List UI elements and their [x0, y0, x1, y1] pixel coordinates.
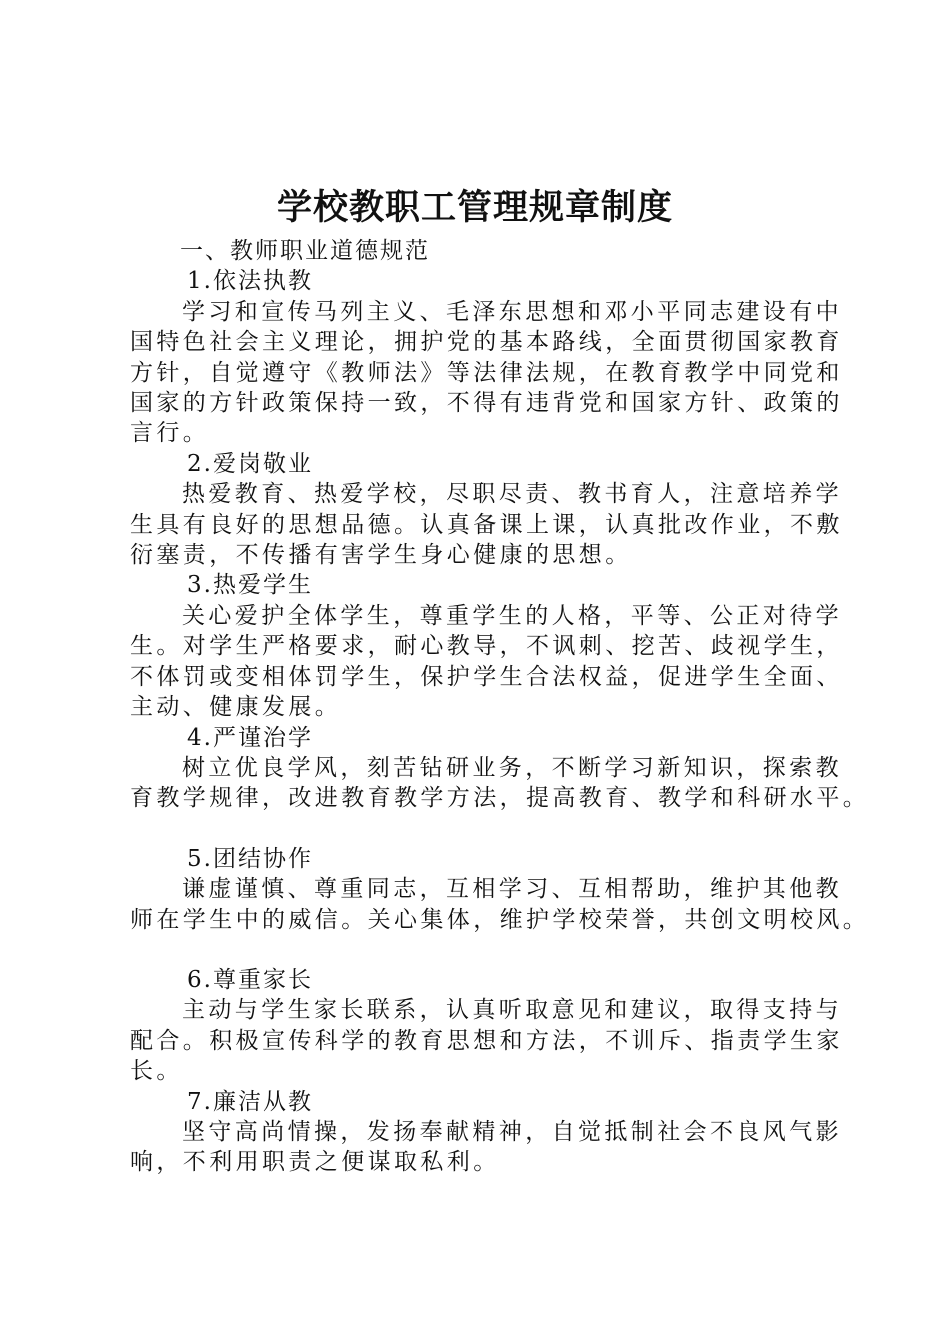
- item-paragraph-1: [130, 297, 843, 449]
- item-heading-3: 3.热爱学生: [187, 572, 313, 599]
- paragraph-line: 师在学生中的威信。关心集体，维护学校荣誉，共创文明校风。: [130, 906, 870, 933]
- blank-line: [130, 935, 835, 965]
- paragraph-line: 主动与学生家长联系，认真听取意见和建议，取得支持与: [182, 997, 842, 1024]
- paragraph-line: 衍塞责，不传播有害学生身心健康的思想。: [130, 542, 632, 569]
- item-heading-4: 4.严谨治学: [187, 724, 313, 751]
- document-title: 学校教职工管理规章制度: [276, 188, 673, 228]
- item-paragraph-2: [130, 479, 843, 570]
- item-heading-2: 2.爱岗敬业: [187, 450, 313, 477]
- item-paragraph-7: [130, 1117, 842, 1178]
- paragraph-line: 主动、健康发展。: [130, 694, 342, 721]
- paragraph-line: 生。对学生严格要求，耐心教导，不讽刺、挖苦、歧视学生，: [130, 633, 843, 660]
- paragraph-line: 坚守高尚情操，发扬奉献精神，自觉抵制社会不良风气影: [182, 1118, 842, 1145]
- paragraph-line: 国特色社会主义理论，拥护党的基本路线，全面贯彻国家教育: [130, 329, 843, 356]
- paragraph-line: 谦虚谨慎、尊重同志，互相学习、互相帮助，维护其他教: [182, 876, 842, 903]
- paragraph-line: 育教学规律，改进教育教学方法，提高教育、教学和科研水平。: [130, 785, 870, 812]
- paragraph-line: 言行。: [130, 420, 210, 447]
- item-paragraph-6: [130, 995, 843, 1086]
- item-paragraph-4: [130, 753, 870, 814]
- paragraph-line: 方针，自觉遵守《教师法》等法律法规，在教育教学中同党和: [130, 359, 843, 386]
- item-heading-6: 6.尊重家长: [187, 966, 313, 993]
- paragraph-line: 生具有良好的思想品德。认真备课上课，认真批改作业，不敷: [130, 511, 843, 538]
- item-paragraph-5: [130, 874, 870, 935]
- paragraph-line: 长。: [130, 1058, 183, 1085]
- paragraph-line: 热爱教育、热爱学校，尽职尽责、教书育人，注意培养学: [182, 481, 842, 508]
- item-paragraph-3: [130, 601, 843, 723]
- paragraph-line: 学习和宣传马列主义、毛泽东思想和邓小平同志建设有中: [182, 298, 842, 325]
- section-heading: 一、教师职业道德规范: [180, 238, 430, 264]
- paragraph-line: 国家的方针政策保持一致，不得有违背党和国家方针、政策的: [130, 390, 843, 417]
- item-heading-1: 1.依法执教: [187, 268, 313, 295]
- paragraph-line: 树立优良学风，刻苦钻研业务，不断学习新知识，探索教: [182, 754, 842, 781]
- paragraph-line: 关心爱护全体学生，尊重学生的人格，平等、公正对待学: [182, 602, 842, 629]
- document-body: [130, 236, 870, 1178]
- paragraph-line: 配合。积极宣传科学的教育思想和方法，不训斥、指责学生家: [130, 1027, 843, 1054]
- blank-line: [130, 814, 835, 844]
- paragraph-line: 响，不利用职责之便谋取私利。: [130, 1149, 500, 1176]
- item-heading-5: 5.团结协作: [187, 845, 313, 872]
- paragraph-line: 不体罚或变相体罚学生，保护学生合法权益，促进学生全面、: [130, 663, 843, 690]
- item-heading-7: 7.廉洁从教: [187, 1088, 313, 1115]
